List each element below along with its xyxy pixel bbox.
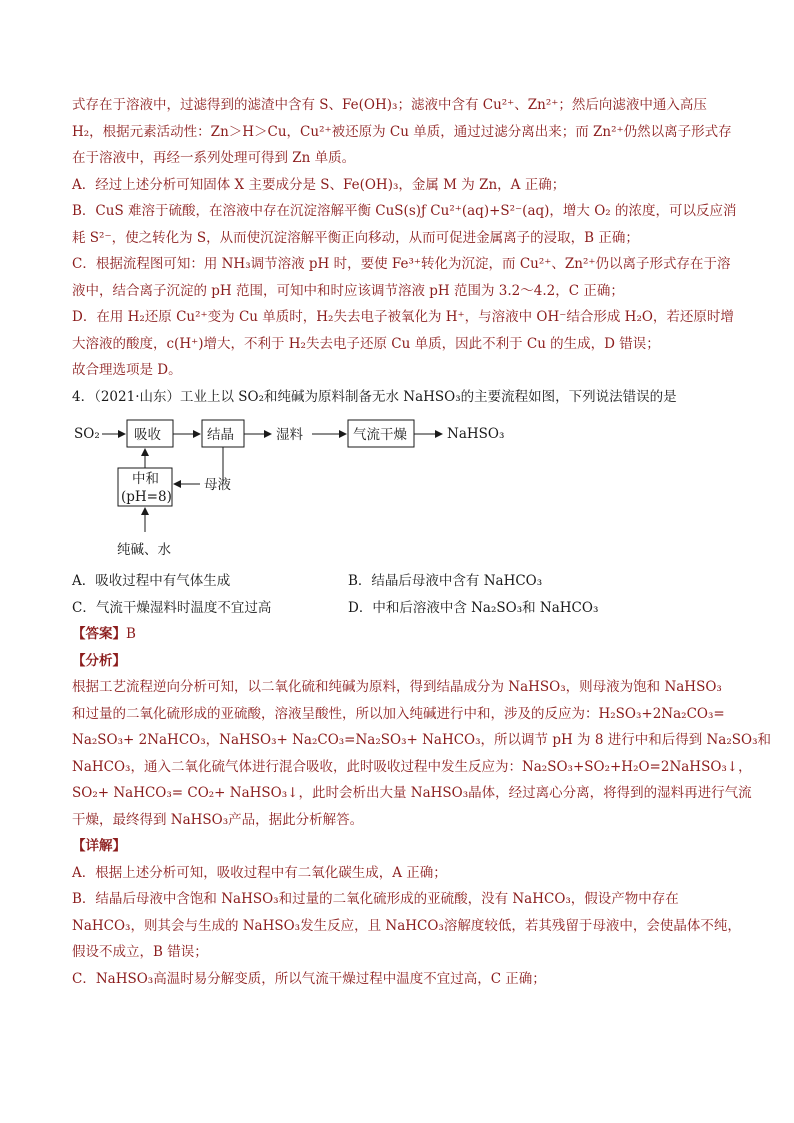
analysis-label: 【分析】: [72, 652, 126, 669]
document-page: [72, 92, 772, 992]
option-a-analysis: A．经过上述分析可知固体 X 主要成分是 S、Fe(OH)₃，金属 M 为 Zn，A 正确；: [72, 176, 566, 193]
feed-label: 纯碱、水: [117, 542, 171, 558]
crystal-label: 结晶: [207, 427, 234, 443]
option-c-analysis: C．根据流程图可知：用 NH₃调节溶液 pH 时，要使 Fe³⁺转化为沉淀，而 Cu²⁺、Zn²⁺仍以离子形式存在于溶: [72, 256, 731, 272]
neutralize-ph-label: (pH=8): [121, 489, 172, 505]
wet-material-label: 湿料: [276, 427, 303, 443]
text-line: H₂，根据元素活动性：Zn＞H＞Cu，Cu²⁺被还原为 Cu 单质，通过过滤分离出来；而 Zn²⁺仍然以离子形式存: [72, 123, 732, 140]
process-flowchart: [72, 412, 728, 562]
answer-label: 【答案】: [72, 626, 126, 642]
product-label: NaHSO₃: [447, 426, 505, 442]
question-stem: 4．（2021·山东）工业上以 SO₂和纯碱为原料制备无水 NaHSO₃的主要流程如图，下列说法错误的是: [72, 388, 677, 405]
text-line: 假设不成立，B 错误；: [72, 944, 208, 960]
text-line: NaHCO₃，则其会与生成的 NaHSO₃发生反应，且 NaHCO₃溶解度较低，若其残留于母液中，会使晶体不纯，: [72, 917, 741, 934]
dry-label: 气流干燥: [353, 427, 407, 443]
analysis-body: [72, 674, 772, 833]
option-d-analysis: D．在用 H₂还原 Cu²⁺变为 Cu 单质时，H₂失去电子被氧化为 H⁺，与溶液中 OH⁻结合形成 H₂O，若还原时增: [72, 309, 734, 325]
options-row-2: [72, 595, 728, 622]
text-line: 液中，结合离子沉淀的 pH 范围，可知中和时应该调节溶液 pH 范围为 3.2～4.2，C 正确；: [72, 282, 624, 299]
option-a: A．吸收过程中有气体生成: [72, 573, 231, 589]
absorb-label: 吸收: [134, 427, 161, 443]
answer-value: B: [126, 626, 136, 642]
text-line: A．根据上述分析可知，吸收过程中有二氧化碳生成，A 正确；: [72, 864, 447, 881]
text-line: C．NaHSO₃高温时易分解变质，所以气流干燥过程中温度不宜过高，C 正确；: [72, 970, 546, 987]
detail-body: [72, 860, 741, 993]
previous-analysis: [72, 92, 737, 384]
text-line: B．结晶后母液中含饱和 NaHSO₃和过量的二氧化硫形成的亚硫酸，没有 NaHCO₃，假设产物中存在: [72, 891, 679, 907]
text-line: 在于溶液中，再经一系列处理可得到 Zn 单质。: [72, 150, 356, 166]
text-line: 耗 S²⁻，使之转化为 S，从而使沉淀溶解平衡正向移动，从而可促进金属离子的浸取，B 正确；: [72, 229, 639, 246]
so2-label: SO₂: [74, 426, 100, 442]
text-line: 式存在于溶液中，过滤得到的滤渣中含有 S、Fe(OH)₃；滤液中含有 Cu²⁺、Zn²⁺；然后向滤液中通入高压: [72, 97, 707, 113]
text-line: 根据工艺流程逆向分析可知，以二氧化硫和纯碱为原料，得到结晶成分为 NaHSO₃，则母液为饱和 NaHSO₃: [72, 679, 722, 695]
detail-label: 【详解】: [72, 838, 126, 854]
text-line: SO₂+ NaHCO₃= CO₂+ NaHSO₃↓，此时会析出大量 NaHSO₃晶体，经过离心分离，将得到的湿料再进行气流: [72, 785, 752, 801]
option-b: B．结晶后母液中含有 NaHCO₃: [348, 573, 543, 589]
text-line: 大溶液的酸度，c(H⁺)增大，不利于 H₂失去电子还原 Cu 单质，因此不利于 Cu 的生成，D 错误；: [72, 335, 660, 352]
conclusion-line: 故合理选项是 D。: [72, 362, 182, 378]
text-line: 干燥，最终得到 NaHSO₃产品，据此分析解答。: [72, 811, 364, 828]
flowchart-svg: [72, 412, 532, 562]
options-row-1: [72, 568, 728, 595]
option-d: D．中和后溶液中含 Na₂SO₃和 NaHCO₃: [348, 599, 599, 616]
text-line: 和过量的二氧化硫形成的亚硫酸，溶液呈酸性，所以加入纯碱进行中和，涉及的反应为：H₂SO₃+2Na₂CO₃=: [72, 705, 725, 722]
text-line: Na₂SO₃+ 2NaHCO₃，NaHSO₃+ Na₂CO₃=Na₂SO₃+ NaHCO₃，所以调节 pH 为 8 进行中和后得到 Na₂SO₃和: [72, 732, 772, 748]
option-b-analysis: B．CuS 难溶于硫酸，在溶液中存在沉淀溶解平衡 CuS(s)ƒ Cu²⁺(aq)+S²⁻(aq)，增大 O₂ 的浓度，可以反应消: [72, 203, 737, 219]
option-c: C．气流干燥湿料时温度不宜过高: [72, 599, 272, 616]
text-line: NaHCO₃，通入二氧化硫气体进行混合吸收，此时吸收过程中发生反应为：Na₂SO₃+SO₂+H₂O=2NaHSO₃↓，: [72, 758, 752, 775]
mother-liquor-label: 母液: [204, 477, 231, 493]
neutralize-label: 中和: [132, 471, 159, 487]
answer-line: [72, 621, 728, 648]
